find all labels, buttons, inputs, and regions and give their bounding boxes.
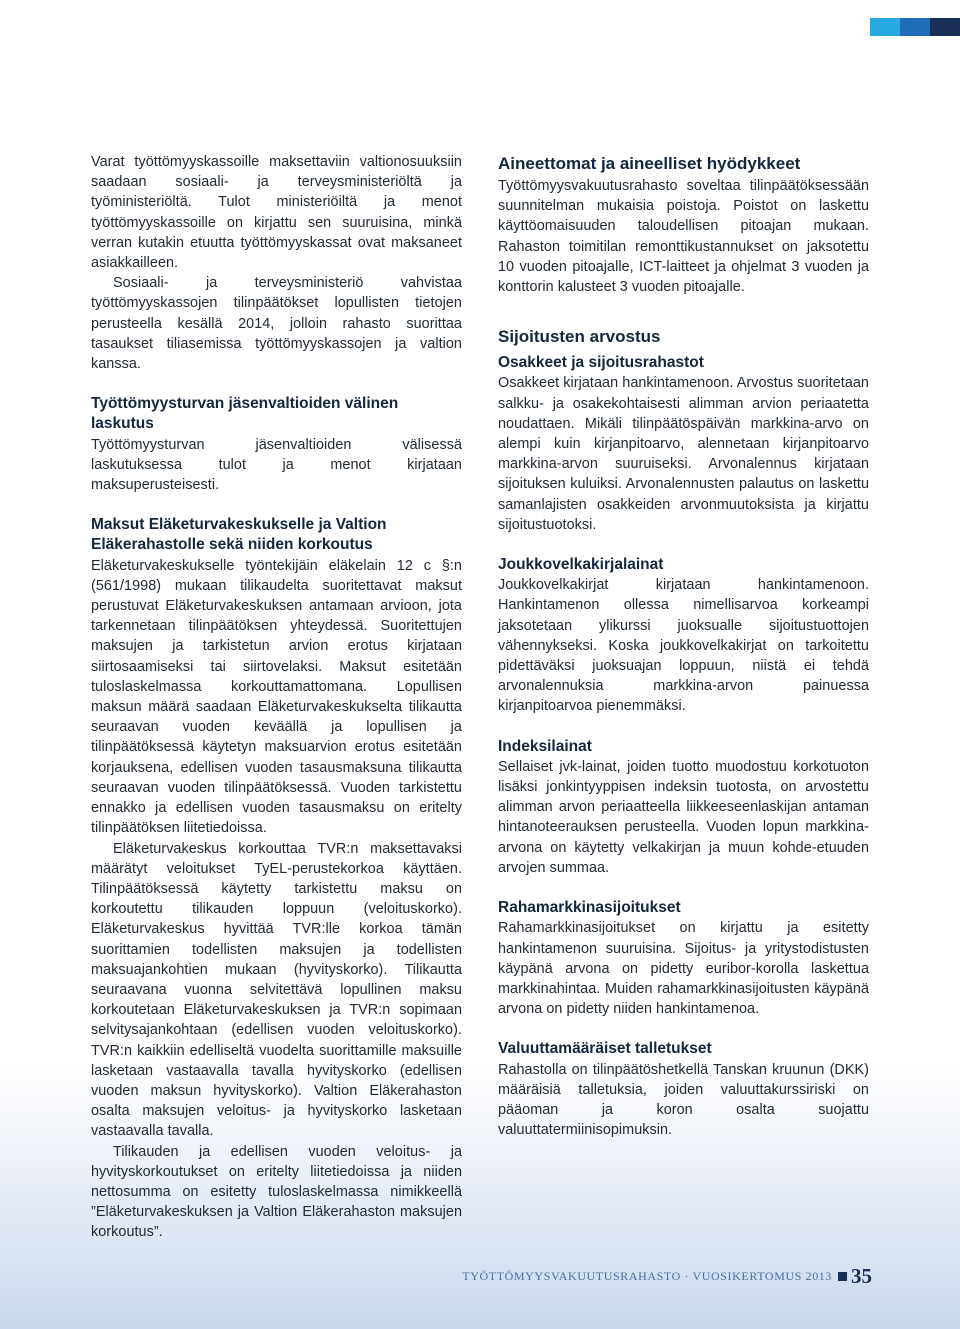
heading-fx-deposits: Valuuttamääräiset talletukset bbox=[498, 1040, 712, 1058]
page-footer bbox=[452, 1264, 872, 1288]
paragraph-pension-payments-2: Eläketurvakeskus korkouttaa TVR:n maksettavaksi määrätyt veloitukset TyEL-perustekorkoa käyttäen. Tilinpäätöksessä käytetty tarkistettu maksu on korkoutettu tilikauden loppuun (veloituskorko). Eläketurvakeskus hyvittää TVR:lle korkoa tämän suorittamien todellisten maksujen ja todellisten maksuajankohtien mukaan (hyvityskorko). Tilikautta seuraavana vuonna selvitettävä lopullinen maksu korkoutetaan Eläketurvakeskuksen ja TVR:n sopimaan selvitysajankohtaan (edellisen vuoden veloituskorko). TVR:n kaikkiin edelliseltä vuodelta suorittamille maksuille lasketaan vastaavalla tavalla hyvityskorko (edellisen vuoden maksun hyvityskorko). Valtion Eläkerahaston osalta maksujen veloitus- ja hyvityskorko lasketaan vastaavalla tavalla. bbox=[91, 840, 462, 1140]
heading-eu-billing: Työttömyysturvan jäsenvaltioiden välinen laskutus bbox=[91, 395, 399, 433]
paragraph-fx-deposits: Rahastolla on tilinpäätöshetkellä Tanskan kruunun (DKK) määräisiä talletuksia, joiden valuuttakurssiriski on pääoman ja koron osalta suojattu valuuttatermiinisopimuksin. bbox=[498, 1061, 869, 1139]
top-bar-dark-segment bbox=[930, 18, 960, 36]
top-bar-light-segment bbox=[870, 18, 900, 36]
right-column bbox=[498, 152, 869, 1140]
heading-pension-payments: Maksut Eläketurvakeskukselle ja Valtion Eläkerahastolle sekä niiden korkoutus bbox=[91, 516, 387, 554]
paragraph-bonds: Joukkovelkakirjat kirjataan hankintamenoon. Hankintamenon ollessa nimellisarvoa korkeampi jaksotetaan ylikurssi juoksualle sijoitustuottojen vähennykseksi. Koska joukkovelkakirjat on tarkoitettu pidettäväksi juoksuajan loppuun, niistä ei tehdä arvonalennuksia markkina-arvon painuessa kirjanpitoarvoa pienemmäksi. bbox=[498, 577, 869, 715]
footer-publication-title: TYÖTTÖMYYSVAKUUTUSRAHASTO · VUOSIKERTOMUS 2013 bbox=[462, 1268, 832, 1283]
paragraph-ministry-confirmation: Sosiaali- ja terveysministeriö vahvistaa työttömyyskassojen tilinpäätökset lopullisten tietojen perusteella kesällä 2014, jolloin rahasto suorittaa tasaukset tiliasemissa työttömyyskassojen ja valtion kanssa. bbox=[91, 275, 462, 373]
paragraph-pension-payments-3: Tilikauden ja edellisen vuoden veloitus- ja hyvityskorkoutukset on eritelty liitetiedoissa ja niiden nettosumma on esitetty tuloslaskelmassa nimikkeellä ”Eläketurvakeskuksen ja Valtion Eläkerahaston maksujen korkoutus”. bbox=[91, 1143, 462, 1241]
page-number: 35 bbox=[851, 1263, 872, 1288]
top-color-bar bbox=[870, 18, 960, 36]
heading-money-market: Rahamarkkinasijoitukset bbox=[498, 899, 681, 917]
paragraph-eu-billing: Työttömyysturvan jäsenvaltioiden välisessä laskutuksessa tulot ja menot kirjataan maksuperusteisesti. bbox=[91, 436, 462, 494]
heading-index-loans: Indeksilainat bbox=[498, 737, 592, 755]
paragraph-shares: Osakkeet kirjataan hankintamenoon. Arvostus suoritetaan salkku- ja osakekohtaisesti alimman arvion periaatetta noudattaen. Mikäli tilinpäätöspäivän markkina-arvo on alempi kuin kirjanpitoarvo, alennetaan kirjanpitoarvo markkina-arvon suuruiseksi. Arvonalennus kirjataan sijoituksen kuluiksi. Arvonalennusten palautus on laskettu samanlajisten osakkeiden arvonmuutoksista ja kirjattu sijoitustuotoksi. bbox=[498, 375, 869, 533]
top-bar-mid-segment bbox=[900, 18, 930, 36]
left-column bbox=[91, 152, 462, 1243]
paragraph-fixed-assets: Työttömyysvakuutusrahasto soveltaa tilinpäätöksessään suunnitelman mukaisia poistoja. Poistot on laskettu käyttöomaisuuden taloudellisen pitoajan mukaan. Rahaston toimitilan remonttikustannukset on jaksotettu 10 vuoden pitoajalle, ICT-laitteet ja ohjelmat 3 vuoden ja konttorin kalusteet 3 vuoden pitoajalle. bbox=[498, 178, 869, 296]
paragraph-pension-payments-1: Eläketurvakeskukselle työntekijäin eläkelain 12 c §:n (561/1998) mukaan tilikaudelta suoritettavat maksut perustuvat Eläketurvakeskuksen antamaan arvioon, jota tarkennetaan tilinpäätöksen yhteydessä. Suoritettujen maksujen ja tarkistetun arvion erotus kirjataan siirtosaamiseksi tai siirtovelaksi. Maksut esitetään tuloslaskelmassa korkouttamattomana. Lopullisen maksun määrä saadaan Eläketurvakeskukselta tilikautta seuraavan vuoden keväällä ja lopullisen ja tilinpäätöksessä käytetyn maksuarvion erotus esitetään korjauksena, edellisen vuoden tasausmaksuna tilikautta seuraavan vuoden tilinpäätöksessä. Vuoden tarkistettu ennakko ja edellisen vuoden tasausmaksu on eritelty tilinpäätöksen liitetiedoissa. bbox=[91, 557, 462, 837]
paragraph-money-market: Rahamarkkinasijoitukset on kirjattu ja esitetty hankintamenon suuruisina. Sijoitus- ja yritystodistusten käypänä arvona on pidetty euribor-korolla laskettua markkinahintaa. Muiden rahamarkkinasijoitusten käypänä arvona on pidetty niiden hankintamenoa. bbox=[498, 920, 869, 1018]
heading-fixed-assets: Aineettomat ja aineelliset hyödykkeet bbox=[498, 154, 801, 173]
heading-investment-valuation: Sijoitusten arvostus bbox=[498, 327, 661, 347]
paragraph-index-loans: Sellaiset jvk-lainat, joiden tuotto muodostuu korkotuoton lisäksi jonkintyyppisen indeksin tuotosta, on arvostettu alimman arvon periaatteella liikkeeseenlaskijan antaman hintanoteerauksen perusteella. Vuoden lopun markkina-arvona on käytetty velkakirjan ja muun kohde-etuuden arvojen summaa. bbox=[498, 758, 869, 876]
heading-bonds: Joukkovelkakirjalainat bbox=[498, 556, 664, 574]
heading-shares: Osakkeet ja sijoitusrahastot bbox=[498, 354, 704, 372]
paragraph-state-funding: Varat työttömyyskassoille maksettaviin valtionosuuksiin saadaan sosiaali- ja terveysministeriöltä ja työministeriöltä. Tulot ministeriöiltä ja menot työttömyyskassoille on kirjattu sen suuruisina, minkä verran kutakin etuutta työttömyyskassat ovat maksaneet asiakkailleen. bbox=[91, 154, 462, 272]
footer-square-icon bbox=[838, 1272, 847, 1281]
